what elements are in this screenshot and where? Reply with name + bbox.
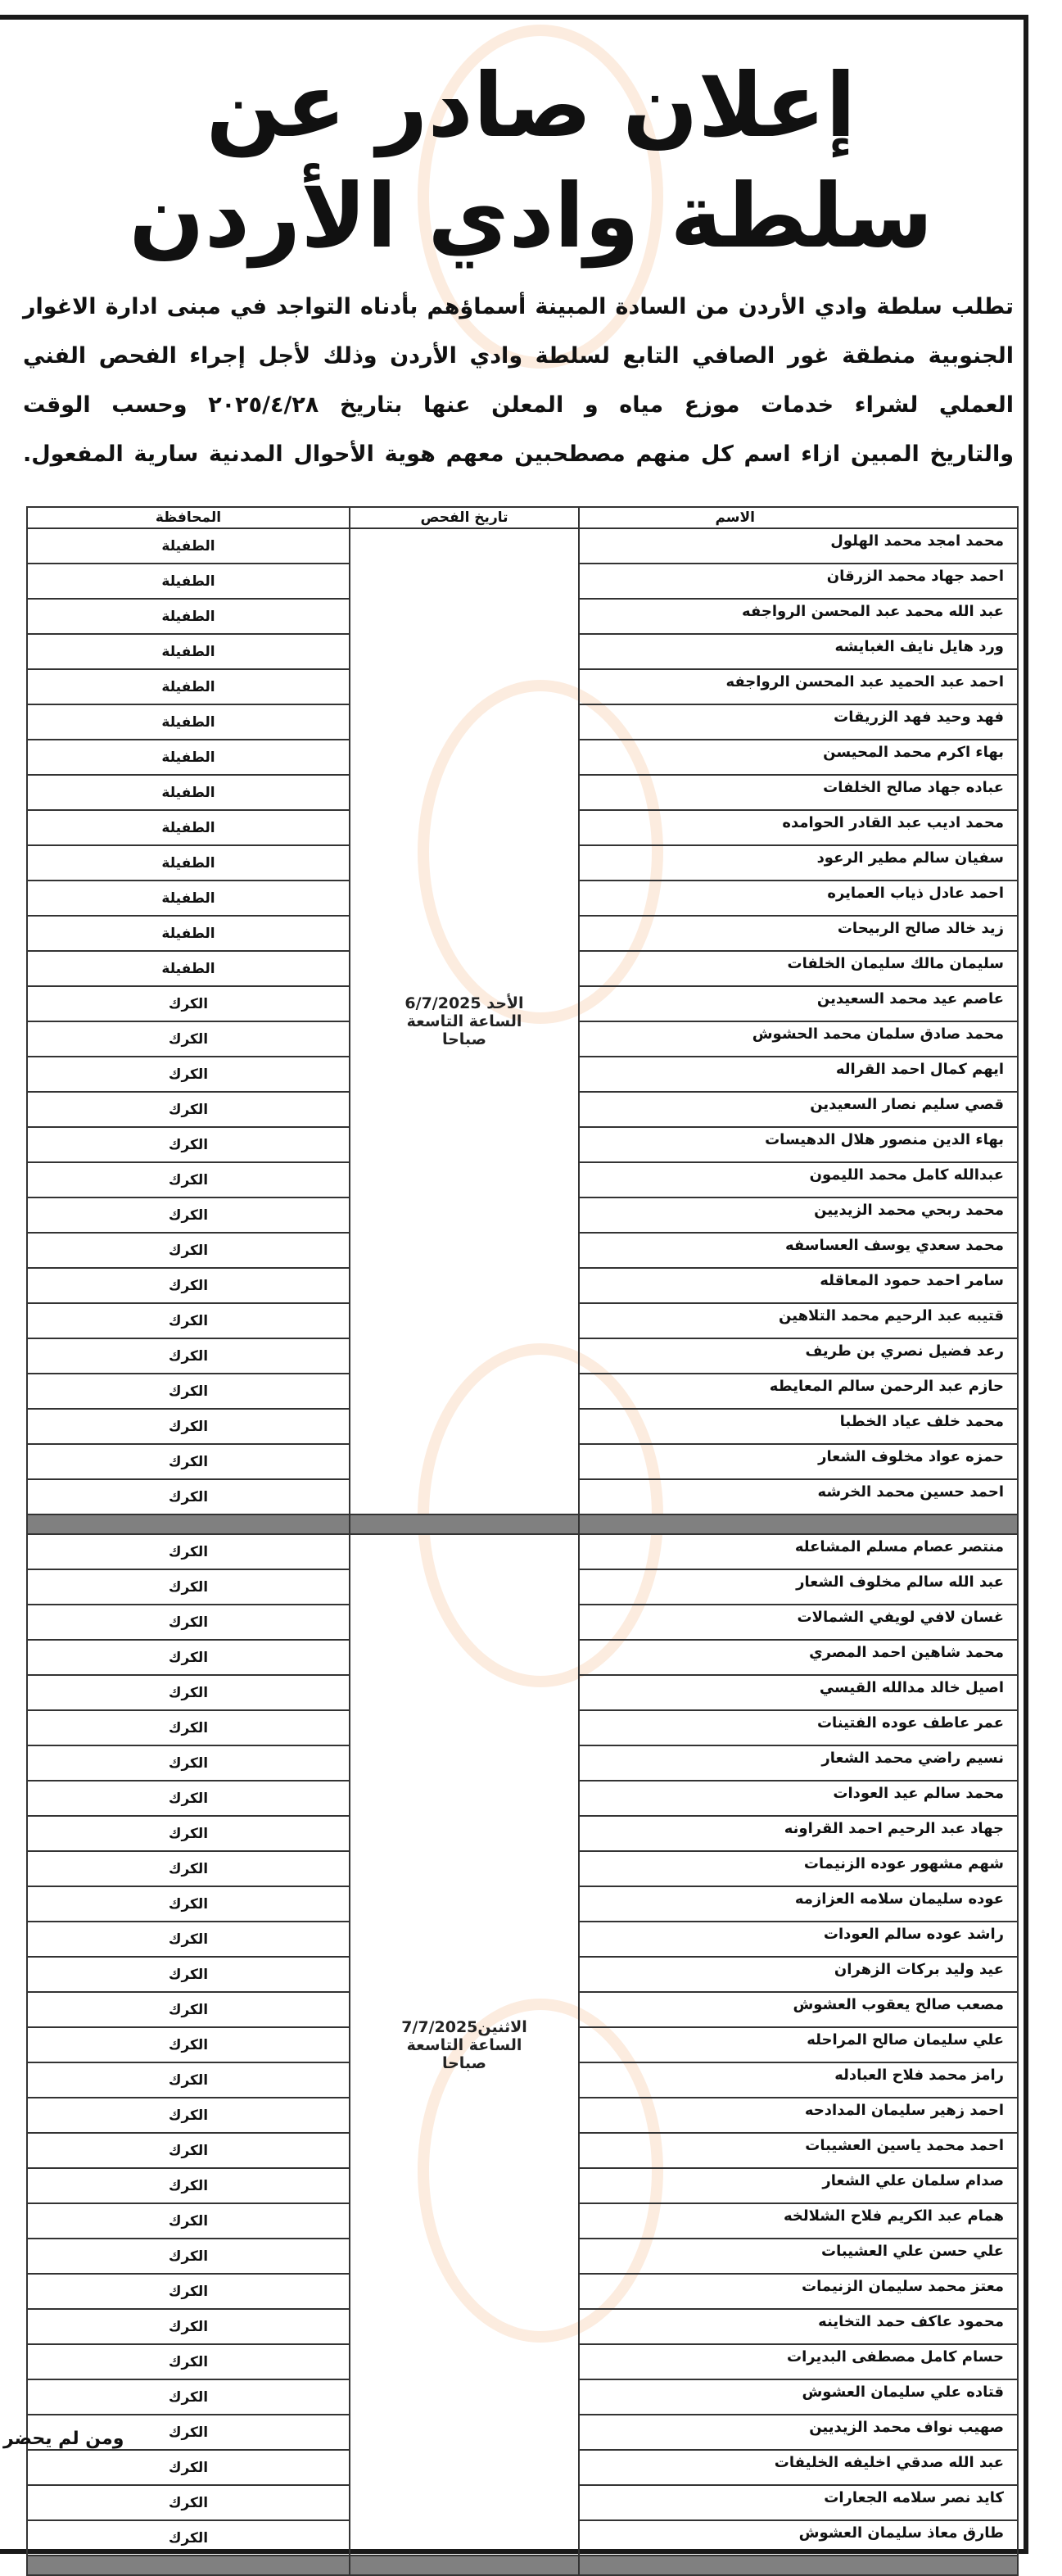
body-line: العملي لشراء خدمات موزع مياه و المعلن عنها بتاريخ ٢٠٢٥/٤/٢٨ وحسب الوقت <box>23 392 1014 418</box>
exam-date: الأحد 6/7/2025 <box>404 994 524 1012</box>
governorate: الكرك <box>27 2098 350 2133</box>
candidate-name: احمد زهير سليمان المدادحه <box>579 2098 1018 2133</box>
governorate: الكرك <box>27 1675 350 1710</box>
candidate-name: رامز محمد فلاح العبادله <box>579 2062 1018 2098</box>
candidate-name: عبدالله كامل محمد الليمون <box>579 1162 1018 1197</box>
exam-date-cell <box>350 528 579 1514</box>
candidate-name: قتاده علي سليمان العشوش <box>579 2379 1018 2415</box>
separator-cell <box>579 2556 1018 2575</box>
candidate-name: عباده جهاد صالح الخلفات <box>579 775 1018 810</box>
candidate-name: صهيب نواف محمد الزيديين <box>579 2415 1018 2450</box>
candidate-name: محمد سعدي يوسف العساسفه <box>579 1233 1018 1268</box>
announcement-body <box>23 283 1014 479</box>
title-line-1: إعلان صادر عن <box>206 55 856 157</box>
body-line: والتاريخ المبين ازاء اسم كل منهم مصطحبين معهم هوية الأحوال المدنية سارية المفعول. <box>23 441 1014 467</box>
governorate: الكرك <box>27 1745 350 1781</box>
candidate-name: نسيم راضي محمد الشعار <box>579 1745 1018 1781</box>
candidate-name: راشد عوده سالم العودات <box>579 1922 1018 1957</box>
candidate-name: حازم عبد الرحمن سالم المعايطه <box>579 1374 1018 1409</box>
candidate-name: عبد الله محمد عبد المحسن الرواجفه <box>579 599 1018 634</box>
governorate: الطفيلة <box>27 669 350 704</box>
governorate: الكرك <box>27 2027 350 2062</box>
table-row <box>27 528 1018 564</box>
governorate: الكرك <box>27 2274 350 2309</box>
header-date: تاريخ الفحص <box>350 507 579 528</box>
body-line: الجنوبية منطقة غور الصافي التابع لسلطة وادي الأردن وذلك لأجل إجراء الفحص الفني <box>23 343 1014 369</box>
governorate: الطفيلة <box>27 704 350 740</box>
candidate-name: همام عبد الكريم فلاح الشلالخه <box>579 2203 1018 2239</box>
candidate-name: علي حسن علي العشيبات <box>579 2239 1018 2274</box>
separator-cell <box>27 2556 350 2575</box>
candidate-name: بهاء الدين منصور هلال الدهيسات <box>579 1127 1018 1162</box>
candidate-name: محمد صادق سلمان محمد الحشوش <box>579 1021 1018 1057</box>
table-header-row <box>27 507 1018 528</box>
candidate-name: جهاد عبد الرحيم احمد القراونه <box>579 1816 1018 1851</box>
candidate-name: قصي سليم نصار السعيدين <box>579 1092 1018 1127</box>
candidate-name: احمد حسين محمد الخرشه <box>579 1479 1018 1514</box>
candidate-name: احمد عبد الحميد عبد المحسن الرواجفه <box>579 669 1018 704</box>
candidate-name: غسان لافي لويفي الشمالات <box>579 1605 1018 1640</box>
governorate: الطفيلة <box>27 916 350 951</box>
candidate-name: اصيل خالد مدالله القيسي <box>579 1675 1018 1710</box>
candidate-name: عاصم عيد محمد السعيدين <box>579 986 1018 1021</box>
group-separator <box>27 2556 1018 2575</box>
exam-time: الساعة التاسعة <box>406 1012 522 1030</box>
governorate: الطفيلة <box>27 845 350 881</box>
candidate-name: مصعب صالح يعقوب العشوش <box>579 1992 1018 2027</box>
governorate: الكرك <box>27 2520 350 2556</box>
governorate: الكرك <box>27 2415 350 2450</box>
candidate-name: احمد محمد ياسين العشيبات <box>579 2133 1018 2168</box>
governorate: الطفيلة <box>27 810 350 845</box>
candidate-name: قتيبه عبد الرحيم محمد التلاهين <box>579 1303 1018 1338</box>
candidate-name: علي سليمان صالح المراحله <box>579 2027 1018 2062</box>
candidate-name: محمد اديب عبد القادر الحوامده <box>579 810 1018 845</box>
governorate: الكرك <box>27 2203 350 2239</box>
body-line: تطلب سلطة وادي الأردن من السادة المبينة أسماؤهم بأدناه التواجد في مبنى ادارة الاغوار <box>23 294 1014 319</box>
candidate-name: ورد هايل نايف الغبايشه <box>579 634 1018 669</box>
governorate: الكرك <box>27 1922 350 1957</box>
governorate: الكرك <box>27 2344 350 2379</box>
candidate-name: سفيان سالم مطير الرعود <box>579 845 1018 881</box>
governorate: الكرك <box>27 1710 350 1745</box>
separator-cell <box>579 1514 1018 1534</box>
candidate-name: احمد جهاد محمد الزرقان <box>579 564 1018 599</box>
governorate: الكرك <box>27 2133 350 2168</box>
exam-period: صباحا <box>441 2053 487 2072</box>
separator-cell <box>27 1514 350 1534</box>
candidate-name: سليمان مالك سليمان الخلفات <box>579 951 1018 986</box>
governorate: الكرك <box>27 1640 350 1675</box>
governorate: الطفيلة <box>27 881 350 916</box>
candidate-name: محمود عاكف حمد التخاينه <box>579 2309 1018 2344</box>
table-row <box>27 1534 1018 1569</box>
candidate-name: رعد فضيل نصري بن طريف <box>579 1338 1018 1374</box>
governorate: الكرك <box>27 1569 350 1605</box>
candidate-name: صدام سلمان علي الشعار <box>579 2168 1018 2203</box>
governorate: الكرك <box>27 1534 350 1569</box>
group-separator <box>27 1514 1018 1534</box>
title-line-2: سلطة وادي الأردن <box>129 165 933 268</box>
candidate-name: منتصر عصام مسلم المشاعله <box>579 1534 1018 1569</box>
governorate: الكرك <box>27 2168 350 2203</box>
candidate-name: شهم مشهور عوده الزنيمات <box>579 1851 1018 1886</box>
header-name: الاسم <box>579 507 1018 528</box>
governorate: الكرك <box>27 1092 350 1127</box>
candidate-name: احمد عادل ذياب العمايره <box>579 881 1018 916</box>
governorate: الكرك <box>27 2450 350 2485</box>
candidate-name: محمد ربحي محمد الزيديين <box>579 1197 1018 1233</box>
governorate: الكرك <box>27 2485 350 2520</box>
governorate: الكرك <box>27 1233 350 1268</box>
governorate: الطفيلة <box>27 599 350 634</box>
exam-date-cell <box>350 1534 579 2556</box>
governorate: الكرك <box>27 1886 350 1922</box>
candidate-name: عوده سليمان سلامه العزازمه <box>579 1886 1018 1922</box>
governorate: الكرك <box>27 1605 350 1640</box>
governorate: الكرك <box>27 1957 350 1992</box>
governorate: الكرك <box>27 1162 350 1197</box>
governorate: الكرك <box>27 986 350 1021</box>
governorate: الكرك <box>27 1992 350 2027</box>
candidate-name: عبد الله صدقي اخليفه الخليفات <box>579 2450 1018 2485</box>
governorate: الكرك <box>27 1197 350 1233</box>
candidate-name: فهد وحيد فهد الزريقات <box>579 704 1018 740</box>
governorate: الكرك <box>27 1268 350 1303</box>
governorate: الطفيلة <box>27 740 350 775</box>
header-governorate: المحافظة <box>27 507 350 528</box>
governorate: الكرك <box>27 1374 350 1409</box>
candidate-name: زيد خالد صالح الربيحات <box>579 916 1018 951</box>
candidate-name: حمزه عواد مخلوف الشعار <box>579 1444 1018 1479</box>
governorate: الطفيلة <box>27 564 350 599</box>
governorate: الكرك <box>27 1303 350 1338</box>
governorate: الكرك <box>27 1479 350 1514</box>
governorate: الكرك <box>27 1781 350 1816</box>
governorate: الطفيلة <box>27 634 350 669</box>
governorate: الكرك <box>27 1444 350 1479</box>
governorate: الكرك <box>27 2379 350 2415</box>
governorate: الكرك <box>27 1816 350 1851</box>
candidate-name: سامر احمد حمود المعاقله <box>579 1268 1018 1303</box>
candidate-name: طارق معاذ سليمان العشوش <box>579 2520 1018 2556</box>
candidate-name: حسام كامل مصطفى البديرات <box>579 2344 1018 2379</box>
separator-cell <box>350 2556 579 2575</box>
candidate-name: عمر عاطف عوده الفتينات <box>579 1710 1018 1745</box>
governorate: الطفيلة <box>27 951 350 986</box>
candidates-table <box>26 506 1019 2576</box>
governorate: الكرك <box>27 2239 350 2274</box>
governorate: الكرك <box>27 1021 350 1057</box>
governorate: الكرك <box>27 1057 350 1092</box>
candidate-name: عبد الله سالم مخلوف الشعار <box>579 1569 1018 1605</box>
governorate: الكرك <box>27 1338 350 1374</box>
candidate-name: محمد شاهين احمد المصري <box>579 1640 1018 1675</box>
candidate-name: عيد وليد بركات الزهران <box>579 1957 1018 1992</box>
candidate-name: محمد امجد محمد الهلول <box>579 528 1018 564</box>
exam-date: الاثنين7/7/2025 <box>401 2017 527 2036</box>
candidate-name: محمد خلف عياد الخطبا <box>579 1409 1018 1444</box>
candidate-name: بهاء اكرم محمد المحيسن <box>579 740 1018 775</box>
candidate-name: معتز محمد سليمان الزنيمات <box>579 2274 1018 2309</box>
governorate: الكرك <box>27 1851 350 1886</box>
governorate: الكرك <box>27 1409 350 1444</box>
governorate: الطفيلة <box>27 528 350 564</box>
candidate-name: ايهم كمال احمد القراله <box>579 1057 1018 1092</box>
exam-time: الساعة التاسعة <box>406 2035 522 2054</box>
candidate-name: كايد نصر سلامه الجعارات <box>579 2485 1018 2520</box>
governorate: الكرك <box>27 2309 350 2344</box>
footer-note: ومن لم يحضر <box>3 2429 124 2449</box>
governorate: الكرك <box>27 1127 350 1162</box>
candidate-name: محمد سالم عيد العودات <box>579 1781 1018 1816</box>
governorate: الطفيلة <box>27 775 350 810</box>
governorate: الكرك <box>27 2062 350 2098</box>
exam-period: صباحا <box>441 1030 487 1048</box>
separator-cell <box>350 1514 579 1534</box>
